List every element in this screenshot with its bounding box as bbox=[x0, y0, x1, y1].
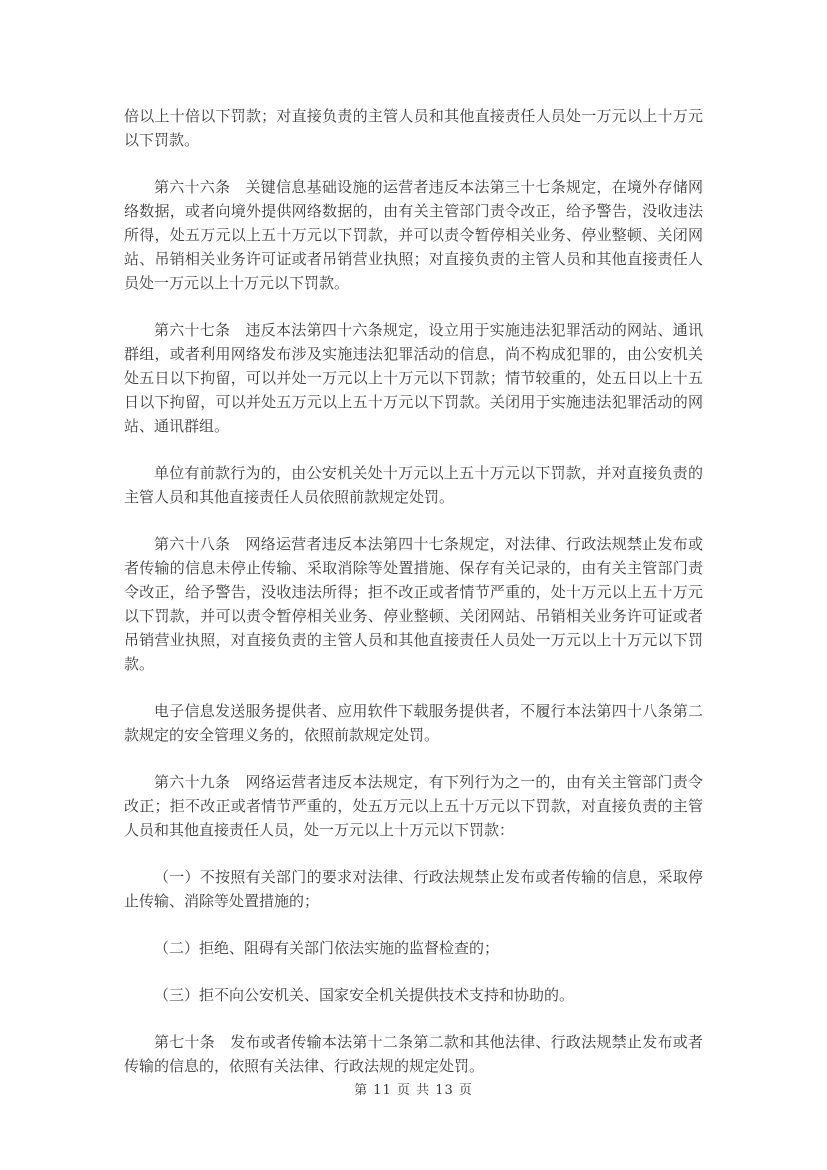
paragraph-article-67: 第六十七条 违反本法第四十六条规定，设立用于实施违法犯罪活动的网站、通讯群组，或者利用网络发布涉及实施违法犯罪活动的信息，尚不构成犯罪的，由公安机关处五日以下拘留，可以并处一万元以上十万元以下罚款；情节较重的，处五日以上十五日以下拘留，可以并处五万元以上五十万元以下罚款。关闭用于实施违法犯罪活动的网站、通讯群组。 bbox=[124, 321, 703, 435]
page-number-text: 第 11 页 共 13 页 bbox=[354, 1083, 473, 1098]
paragraph-article-68: 第六十八条 网络运营者违反本法第四十七条规定，对法律、行政法规禁止发布或者传输的信息未停止传输、采取消除等处置措施、保存有关记录的，由有关主管部门责令改正，给予警告，没收违法所得；拒不改正或者情节严重的，处十万元以上五十万元以下罚款，并可以责令暂停相关业务、停业整顿、关闭网站、吊销相关业务许可证或者吊销营业执照，对直接负责的主管人员和其他直接责任人员处一万元以上十万元以下罚款。 bbox=[124, 535, 703, 673]
paragraph-article-69-item-2: （二）拒绝、阻碍有关部门依法实施的监督检查的； bbox=[154, 939, 500, 957]
paragraph-penalty-continuation: 倍以上十倍以下罚款；对直接负责的主管人员和其他直接责任人员处一万元以上十万元以下罚款。 bbox=[124, 107, 703, 149]
paragraph-article-67-unit-clause: 单位有前款行为的，由公安机关处十万元以上五十万元以下罚款，并对直接负责的主管人员和其他直接责任人员依照前款规定处罚。 bbox=[124, 464, 703, 506]
paragraph-article-70: 第七十条 发布或者传输本法第十二条第二款和其他法律、行政法规禁止发布或者传输的信息的，依照有关法律、行政法规的规定处罚。 bbox=[124, 1033, 703, 1075]
paragraph-article-69-item-3: （三）拒不向公安机关、国家安全机关提供技术支持和协助的。 bbox=[154, 986, 575, 1004]
paragraph-article-69: 第六十九条 网络运营者违反本法规定，有下列行为之一的，由有关主管部门责令改正；拒不改正或者情节严重的，处五万元以上五十万元以下罚款，对直接负责的主管人员和其他直接责任人员，处一万元以上十万元以下罚款： bbox=[124, 773, 703, 839]
paragraph-article-68-providers-clause: 电子信息发送服务提供者、应用软件下载服务提供者，不履行本法第四十八条第二款规定的安全管理义务的，依照前款规定处罚。 bbox=[124, 702, 703, 744]
paragraph-article-69-item-1: （一）不按照有关部门的要求对法律、行政法规禁止发布或者传输的信息，采取停止传输、消除等处置措施的； bbox=[124, 868, 703, 910]
document-body bbox=[124, 104, 703, 1078]
paragraph-article-66: 第六十六条 关键信息基础设施的运营者违反本法第三十七条规定，在境外存储网络数据，或者向境外提供网络数据的，由有关主管部门责令改正，给予警告，没收违法所得，处五万元以上五十万元以下罚款，并可以责令暂停相关业务、停业整顿、关闭网站、吊销相关业务许可证或者吊销营业执照；对直接负责的主管人员和其他直接责任人员处一万元以上十万元以下罚款。 bbox=[124, 178, 703, 292]
page-footer bbox=[0, 1082, 827, 1100]
